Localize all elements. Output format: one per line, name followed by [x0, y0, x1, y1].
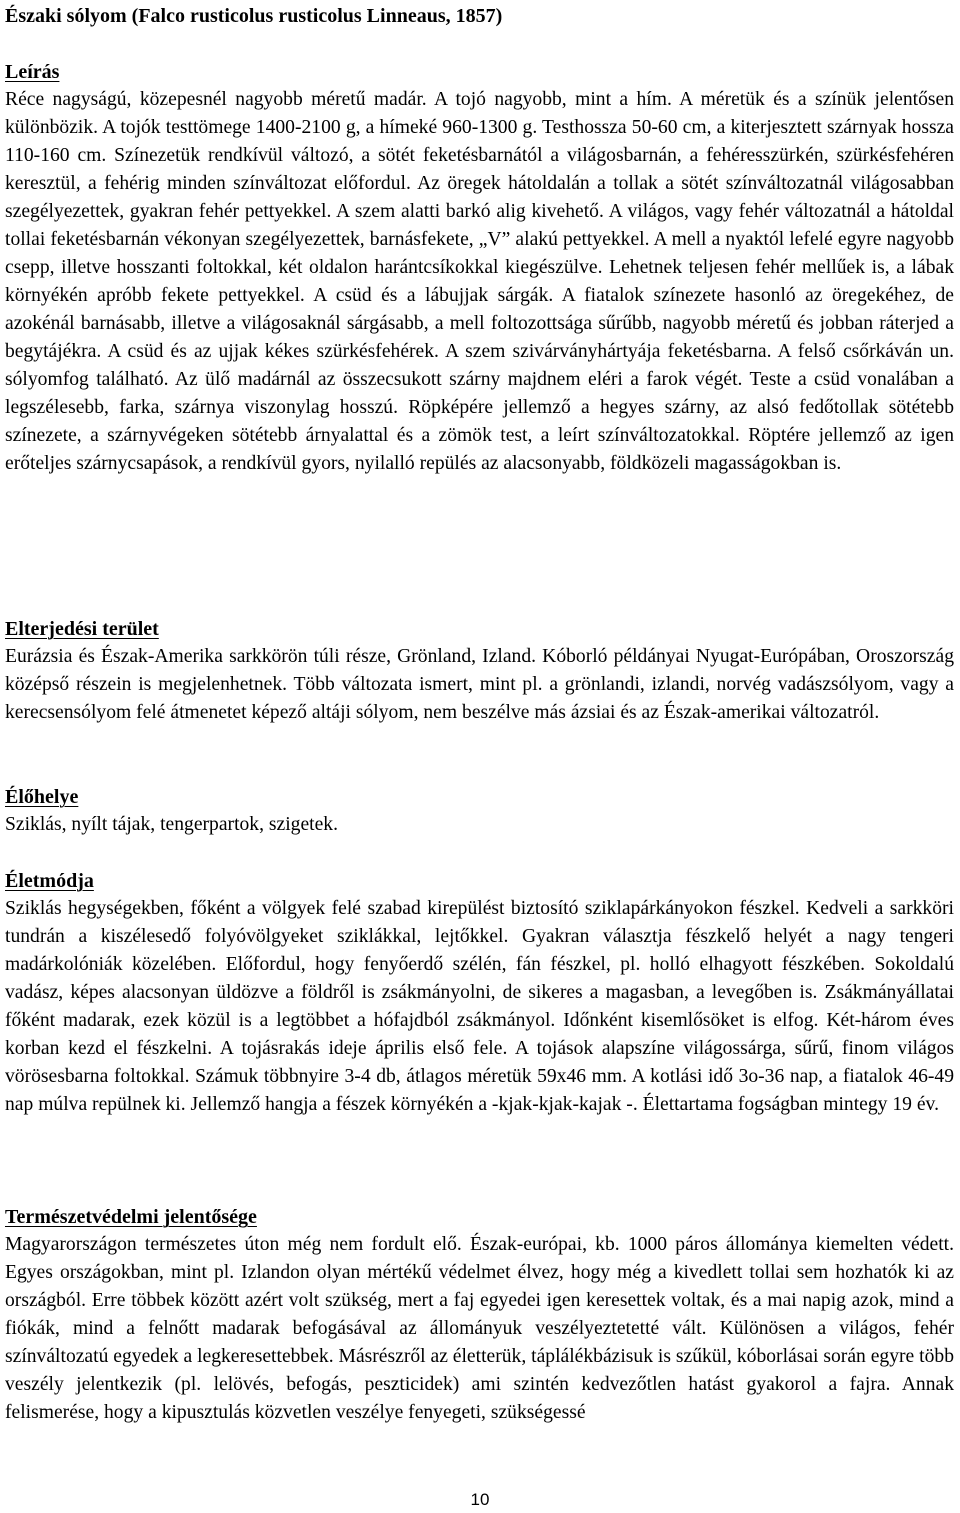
- section-description: [5, 58, 954, 478]
- section-heading-conservation: Természetvédelmi jelentősége: [5, 1206, 257, 1228]
- section-habitat: [5, 783, 954, 839]
- section-conservation: [5, 1203, 954, 1427]
- section-heading-distribution: Elterjedési terület: [5, 618, 159, 640]
- section-lifestyle: [5, 867, 954, 1119]
- page-number: 10: [470, 1490, 490, 1509]
- section-text-distribution: Eurázsia és Észak-Amerika sarkkörön túli része, Grönland, Izland. Kóborló példányai Nyugat-Európában, Oroszország középső részein is megjelenhetnek. Több változata ismert, mint pl. a grönlandi, izlandi, norvég vadászsólyom, vagy a kerecsensólyom felé átmenetet képező altáji sólyom, nem beszélve más ázsiai és az Észak-amerikai változatról.: [5, 646, 954, 723]
- section-text-habitat: Sziklás, nyílt tájak, tengerpartok, szigetek.: [5, 814, 338, 835]
- section-text-lifestyle: Sziklás hegységekben, főként a völgyek felé szabad kirepülést biztosító sziklapárkányokon fészkel. Kedveli a sarkköri tundrán a kiszélesedő folyóvölgyeket sziklákkal, lejtőkkel. Gyakran választja fészkelő helyét a nagy tengeri madárkolóniák közelében. Előfordul, hogy fenyőerdő szélén, fán fészkel, pl. holló elhagyott fészkében. Sokoldalú vadász, képes alacsonyan üldözve a földről is zsákmányolni, de sikeres a magasban, a levegőben is. Zsákmányállatai főként madarak, ezek közül is a legtöbbet a hófajdból zsákmányol. Időnként kisemlősöket is elfog. Két-három éves korban kezd el fészkelni. A tojásrakás ideje április első fele. A tojások alapszíne világossárga, sűrű, finom világos vörösesbarna foltokkal. Számuk többnyire 3-4 db, átlagos méretük 59x46 mm. A kotlási idő 3o-36 nap, a fiatalok 46-49 nap múlva repülnek ki. Jellemző hangja a fészek környékén a -kjak-kjak-kajak -. Élettartama fogságban mintegy 19 év.: [5, 898, 954, 1115]
- section-heading-description: Leírás: [5, 61, 60, 83]
- section-text-conservation: Magyarországon természetes úton még nem fordult elő. Észak-európai, kb. 1000 páros állománya kiemelten védett. Egyes országokban, mint pl. Izlandon olyan mértékű védelmet élvez, hogy még a kivedlett tollai sem hozhatók ki az országból. Erre többek között azért volt szükség, mert a faj egyedei igen keresettek voltak, és a mai napig azok, mind a fiókák, mind a felnőtt madarak befogásával az állományuk veszélyeztetetté vált. Különösen a világos, fehér színváltozatú egyedek a legkeresettebbek. Másrészről az életterük, táplálékbázisuk is szűkül, kóborlásai során egyre több veszély jelentkezik (pl. lelövés, befogás, peszticidek) ami szintén kedvezőtlen hatást gyakorol a fajra. Annak felismerése, hogy a kipusztulás közvetlen veszélye fenyegeti, szükségessé: [5, 1234, 954, 1423]
- section-text-description: Réce nagyságú, közepesnél nagyobb méretű madár. A tojó nagyobb, mint a hím. A méretük és a színük jelentősen különbözik. A tojók testtömege 1400-2100 g, a hímeké 960-1300 g. Testhossza 50-60 cm, a kiterjesztett szárnyak hossza 110-160 cm. Színezetük rendkívül változó, a sötét feketésbarnától a világosbarnán, a fehéresszürkén, szürkésfehéren keresztül, a fehérig minden színváltozat előfordul. Az öregek hátoldalán a tollak a sötét színváltozatnál világosabban szegélyezettek, gyakran fehér pettyekkel. A szem alatti barkó alig kivehető. A világos, vagy fehér változatnál a hátoldal tollai feketésbarnán vékonyan szegélyezettek, barnásfekete, „V” alakú pettyekkel. A mell a nyaktól lefelé egyre nagyobb csepp, illetve hosszanti foltokkal, két oldalon harántcsíkokkal kiegészülve. Lehetnek teljesen fehér mellűek is, a lábak környékén apróbb fekete pettyekkel. A csüd és a lábujjak sárgák. A fiatalok színezete hasonló az öregekéhez, de azokénál barnásabb, illetve a világosaknál sárgásabb, a mell foltozottsága sűrűbb, nagyobb méretű és jobban ráterjed a begytájékra. A csüd és az ujjak kékes szürkésfehérek. A szem szivárványhártyája feketésbarna. A felső csőrkáván un. sólyomfog található. Az ülő madárnál az összecsukott szárny majdnem eléri a farok végét. Teste a csüd vonalában a legszélesebb, farka, szárnya viszonylag hosszú. Röpképére jellemző a hegyes szárny, az alsó fedőtollak sötétebb színezete, a szárnyvégeken sötétebb árnyalattal és a zömök test, a leírt színváltozatokkal. Röptére jellemző az igen erőteljes szárnycsapások, a rendkívül gyors, nyilalló repülés az alacsonyabb, földközeli magasságokban is.: [5, 89, 954, 474]
- section-heading-habitat: Élőhelye: [5, 786, 79, 808]
- section-heading-lifestyle: Életmódja: [5, 870, 94, 892]
- section-distribution: [5, 615, 954, 727]
- document-title: Északi sólyom (Falco rusticolus rusticolus Linneaus, 1857): [5, 5, 503, 27]
